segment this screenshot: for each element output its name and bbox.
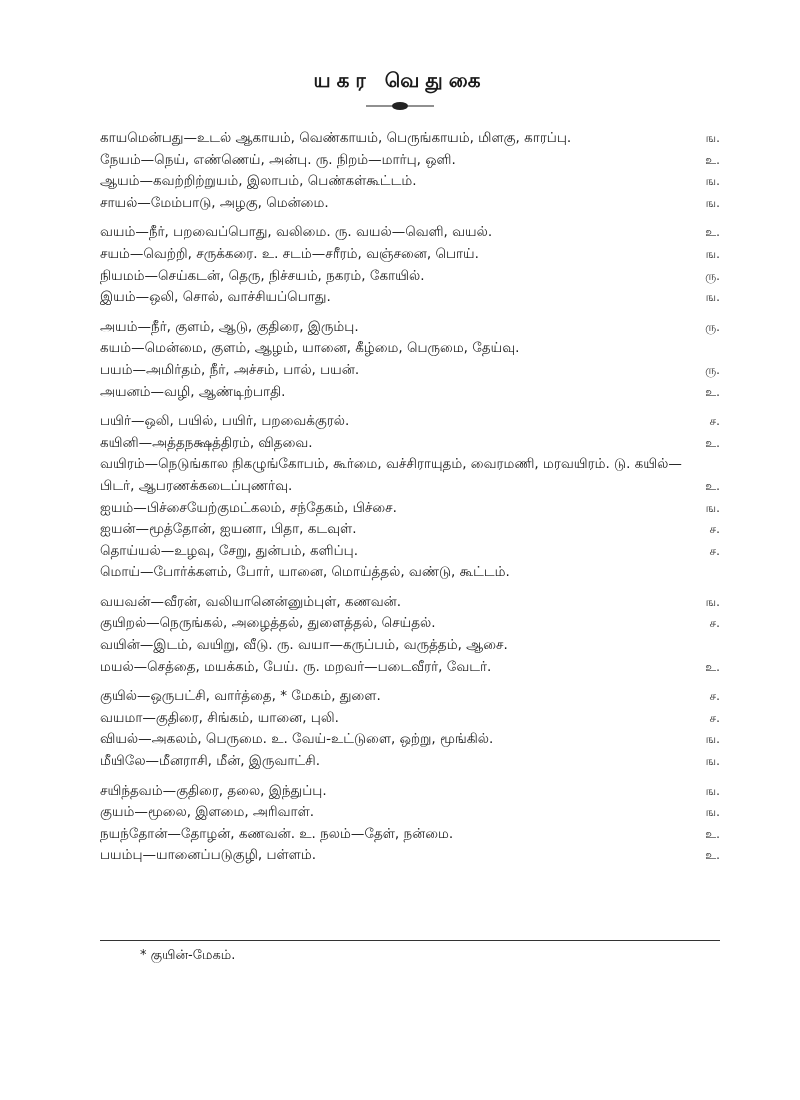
- entry-count: ச.: [709, 522, 720, 537]
- group-gap: [100, 309, 720, 317]
- entry-count: ரு.: [705, 268, 720, 283]
- entry-count: ங.: [705, 805, 720, 820]
- entry-count: உ.: [705, 435, 720, 450]
- entry-text: வயின்—இடம், வயிறு, வீடு. ரு. வயா—கருப்பம், வருத்தம், ஆசை.: [100, 637, 508, 654]
- entry-count: ங.: [705, 174, 720, 189]
- entry-text: சாயல்—மேம்பாடு, அழகு, மென்மை.: [100, 194, 329, 211]
- entry-count: ரு.: [705, 319, 720, 334]
- entry-text: பயம்—அமிர்தம், நீர், அச்சம், பால், பயன்.: [100, 361, 360, 378]
- group-gap: [100, 403, 720, 411]
- entry-count: ச.: [709, 689, 720, 704]
- entry-count: உ.: [705, 384, 720, 399]
- entry-count: ச.: [709, 616, 720, 631]
- dictionary-entry: [100, 613, 720, 635]
- dictionary-entry: [100, 686, 720, 708]
- entry-text: ஆயம்—கவற்றிற்றுயம், இலாபம், பெண்கள்கூட்டம்.: [100, 173, 417, 190]
- entry-count: ங.: [705, 131, 720, 145]
- entry-text: நேயம்—நெய், எண்ணெய், அன்பு. ரு. நிறம்—மார்பு, ஒளி.: [100, 151, 456, 168]
- entry-text: அயம்—நீர், குளம், ஆடு, குதிரை, இரும்பு.: [100, 318, 359, 335]
- entry-count: ங.: [705, 754, 720, 769]
- dictionary-entry: [100, 193, 720, 215]
- entry-count: உ.: [705, 659, 720, 674]
- dictionary-entry: [100, 338, 720, 360]
- entry-count: ங.: [705, 732, 720, 747]
- entry-count: ங.: [705, 246, 720, 261]
- dictionary-entry: [100, 541, 720, 563]
- entry-text: ஐயம்—பிச்சையேற்குமட்கலம், சந்தேகம், பிச்சை.: [100, 499, 397, 516]
- dictionary-entry: [100, 592, 720, 614]
- dictionary-entry: [100, 802, 720, 824]
- dictionary-entry: [100, 781, 720, 803]
- entry-text: கயம்—மென்மை, குளம், ஆழம், யானை, கீழ்மை, பெருமை, தேய்வு.: [100, 340, 520, 357]
- dictionary-entry: [100, 729, 720, 751]
- entry-text: அயனம்—வழி, ஆண்டிற்பாதி.: [100, 383, 286, 400]
- dictionary-entry: [100, 708, 720, 730]
- entry-text: குயிறல்—நெருங்கல், அழைத்தல், துளைத்தல், செய்தல்.: [100, 615, 436, 632]
- entry-text: மொய்—போர்க்களம், போர், யானை, மொய்த்தல், வண்டு, கூட்டம்.: [100, 564, 510, 581]
- group-gap: [100, 678, 720, 686]
- dictionary-entry: [100, 244, 720, 266]
- dictionary-entry: [100, 657, 720, 679]
- entry-count: ரு.: [705, 362, 720, 377]
- dictionary-entry: [100, 498, 720, 520]
- entry-text: மீயிலே—மீனராசி, மீன், இருவாட்சி.: [100, 753, 321, 770]
- dictionary-entry: [100, 287, 720, 309]
- entry-text: கயினி—அத்தநக்ஷத்திரம், விதவை.: [100, 434, 313, 451]
- footnote: * குயின்-மேகம்.: [140, 948, 236, 963]
- entry-text: நயந்தோன்—தோழன், கணவன். உ. நலம்—தேள், நன்மை.: [100, 825, 454, 842]
- group-gap: [100, 584, 720, 592]
- entry-list: [100, 128, 720, 867]
- entry-count: உ.: [705, 152, 720, 167]
- dictionary-entry: [100, 317, 720, 339]
- dictionary-entry: [100, 222, 720, 244]
- dictionary-entry: [100, 360, 720, 382]
- entry-text: பயிர்—ஒலி, பயில், பயிர், பறவைக்குரல்.: [100, 413, 350, 430]
- dictionary-entry: [100, 519, 720, 541]
- page-title: யகர வெதுகை: [313, 68, 487, 92]
- entry-count: ங.: [705, 500, 720, 515]
- entry-text: வயம்—நீர், பறவைப்பொது, வலிமை. ரு. வயல்—வெளி, வயல்.: [100, 224, 493, 241]
- entry-text: சயம்—வெற்றி, சருக்கரை. உ. சடம்—சரீரம், வஞ்சனை, பொய்.: [100, 245, 479, 262]
- group-gap: [100, 214, 720, 222]
- dictionary-entry: [100, 411, 720, 433]
- entry-text: வயமா—குதிரை, சிங்கம், யானை, புலி.: [100, 709, 339, 726]
- entry-text: குயில்—ஒருபட்சி, வார்த்தை, * மேகம், துளை.: [100, 688, 381, 705]
- entry-text: ஐயன்—மூத்தோன், ஐயனா, பிதா, கடவுள்.: [100, 521, 357, 538]
- entry-count: உ.: [705, 478, 720, 493]
- entry-count: ங.: [705, 195, 720, 210]
- group-gap: [100, 773, 720, 781]
- entry-count: ச.: [709, 710, 720, 725]
- title-ornament: [366, 100, 434, 112]
- dictionary-entry: [100, 845, 720, 867]
- dictionary-entry: [100, 433, 720, 455]
- entry-count: ச.: [709, 543, 720, 558]
- entry-text: வியல்—அகலம், பெருமை. உ. வேய்-உட்டுளை, ஒற்று, மூங்கில்.: [100, 731, 494, 748]
- entry-text: காயமென்பது—உடல் ஆகாயம், வெண்காயம், பெருங்காயம், மிளகு, காரப்பு.: [100, 130, 572, 146]
- entry-count: உ.: [705, 826, 720, 841]
- entry-text: சயிந்தவம்—குதிரை, தலை, இந்துப்பு.: [100, 782, 327, 799]
- dictionary-entry: [100, 128, 720, 150]
- dictionary-entry: [100, 266, 720, 288]
- entry-text: வயிரம்—நெடுங்கால நிகழுங்கோபம், கூர்மை, வச்சிராயுதம், வைரமணி, மரவயிரம். டு. கயில்—பிடர், ஆபரணக்கடைப்புணர்வு.: [100, 456, 682, 494]
- entry-count: ங.: [705, 783, 720, 798]
- dictionary-entry: [100, 382, 720, 404]
- entry-count: ங.: [705, 594, 720, 609]
- entry-count: உ.: [705, 225, 720, 240]
- entry-text: மயல்—செத்தை, மயக்கம், பேய். ரு. மறவர்—படைவீரர், வேடர்.: [100, 658, 492, 675]
- entry-text: நியமம்—செய்கடன், தெரு, நிச்சயம், நகரம், கோயில்.: [100, 267, 425, 284]
- entry-text: குயம்—மூலை, இளமை, அரிவாள்.: [100, 804, 315, 821]
- dictionary-entry: [100, 751, 720, 773]
- entry-text: பயம்பு—யானைப்படுகுழி, பள்ளம்.: [100, 847, 317, 864]
- dictionary-entry: [100, 824, 720, 846]
- entry-count: உ.: [705, 848, 720, 863]
- dictionary-entry: [100, 635, 720, 657]
- entry-count: ச.: [709, 414, 720, 429]
- entry-text: வயவன்—வீரன், வலியானென்னும்புள், கணவன்.: [100, 593, 402, 610]
- dictionary-entry: [100, 562, 720, 584]
- entry-text: தொய்யல்—உழவு, சேறு, துன்பம், களிப்பு.: [100, 542, 358, 559]
- dictionary-entry: [100, 150, 720, 172]
- dictionary-entry: [100, 454, 720, 497]
- entry-text: இயம்—ஒலி, சொல், வாச்சியப்பொது.: [100, 289, 331, 306]
- entry-count: ங.: [705, 290, 720, 305]
- footnote-rule: [100, 940, 720, 942]
- dictionary-entry: [100, 171, 720, 193]
